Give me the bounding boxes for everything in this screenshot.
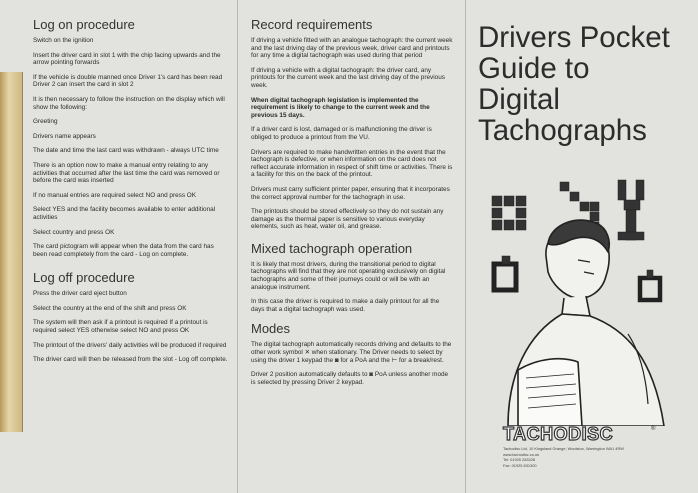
title-line: Drivers Pocket <box>478 21 670 54</box>
heading-mixed-operation: Mixed tachograph operation <box>251 240 413 256</box>
logoff-step: Press the driver card eject button <box>33 290 127 298</box>
logoff-step: The printout of the drivers' daily activities will be produced if required <box>33 341 227 349</box>
logon-step: Select country and press OK <box>33 228 115 236</box>
column-procedures <box>33 0 229 371</box>
logon-step: The card pictogram will appear when the data from the card has been read completely from the card - Log on complete. <box>33 243 214 258</box>
driver-illustration <box>478 174 688 426</box>
column-requirements <box>251 0 454 393</box>
address-line: Tachodisc Ltd, 10 Kingsland Grange, Woolston, Warrington WA1 4RW <box>503 446 624 451</box>
heading-log-on: Log on procedure <box>33 17 135 32</box>
column-cover <box>478 0 688 146</box>
paragraph: If driving a vehicle fitted with an analogue tachograph: the current week and the last driving day of the previous week, driver card and printouts for any time a digital tachograph was used during that period <box>251 37 453 60</box>
paragraph: Driver 2 position automatically defaults to ◙ PoA unless another mode is selected by pressing Driver 2 keypad. <box>251 371 449 386</box>
logon-step: It is then necessary to follow the instruction on the display which will show the following: <box>33 95 225 111</box>
tacho-poa-icon <box>494 256 516 290</box>
logon-step: Select YES and the facility becomes available to enter additional activities <box>33 206 216 221</box>
telephone: Tel: 01925 283328 <box>503 457 536 463</box>
paragraph: Drivers are required to make handwritten entries in the event that the tachograph is defective, or when information on the card does not reflect accurate information in respect of shift time or activities. There is a facility for this on the back of the printout. <box>251 148 453 179</box>
logoff-step: The system will then ask if a printout is required If a printout is required select YES otherwise select NO and press OK <box>33 319 208 335</box>
fold-line-left <box>237 0 238 493</box>
tacho-card-icon <box>492 196 526 230</box>
fold-line-right <box>465 0 466 493</box>
logon-step: Switch on the ignition <box>33 37 94 44</box>
paragraph: The printouts should be stored effectively so they do not sustain any damage as the thermal paper is sensitive to various everyday elements, such as heat, water oil, and grease. <box>251 208 444 231</box>
paragraph: It is likely that most drivers, during the transitional period to digital tachographs will find that they are not operating exclusively on digital tachographs and some of their journeys could or will be with an analogue instrument. <box>251 260 446 291</box>
logon-step: Greeting <box>33 118 58 126</box>
heading-log-off: Log off procedure <box>33 270 135 286</box>
paragraph: The digital tachograph automatically records driving and defaults to the other work symbol ✕ when stationary. The Driver needs to select by using the driver 1 keypad the ◙ for a PoA and the ⊢ for a break/rest. <box>251 341 452 364</box>
paragraph: If a driver card is lost, damaged or is malfunctioning the driver is obliged to produce a printout from the VU. <box>251 126 432 141</box>
brand-logo: TACHODISC <box>503 424 614 444</box>
logon-step: If no manual entries are required select NO and press OK <box>33 191 197 199</box>
company-address <box>503 446 693 468</box>
booklet-spine <box>0 72 23 432</box>
paragraph: If driving a vehicle with a digital tachograph: the driver card, any printouts for the current week and the last driving day of the previous week. <box>251 66 445 89</box>
title-line: Digital <box>478 83 560 116</box>
heading-record-requirements: Record requirements <box>251 17 373 32</box>
driver-figure <box>508 220 664 426</box>
paragraph: In this case the driver is required to make a daily printout for all the days that a digital tachograph was used. <box>251 298 440 313</box>
logon-step: There is an option now to make a manual entry relating to any activities that occurred after the last time the card was removed or before the card was inserted <box>33 161 220 185</box>
title-line: Guide to <box>478 52 590 85</box>
registered-mark: ® <box>651 426 656 432</box>
logon-step: Insert the driver card in slot 1 with the chip facing upwards and the arrow pointing forwards <box>33 51 221 67</box>
heading-modes: Modes <box>251 321 291 337</box>
tacho-work-icon <box>618 180 644 240</box>
fax: Fax: 01925 831300 <box>503 462 537 468</box>
logon-step: Drivers name appears <box>33 132 96 140</box>
title-line: Tachographs <box>478 114 647 147</box>
legislation-note: When digital tachograph legislation is implemented the requirement is likely to change to the current week and the previous 15 days. <box>251 96 430 119</box>
tacho-phone-icon <box>640 270 660 300</box>
logon-step: If the vehicle is double manned once Driver 1's card has been read Driver 2 can insert the card in slot 2 <box>33 73 223 89</box>
logon-step: The date and time the last card was withdrawn - always UTC time <box>33 147 219 155</box>
website: www.tachodisc.co.uk <box>503 451 540 457</box>
logoff-step: The driver card will then be released from the slot - Log off complete. <box>33 356 228 364</box>
cover-title <box>478 22 688 146</box>
paragraph: Drivers must carry sufficient printer paper, ensuring that it incorporates the correct approval number for the tachograph in use. <box>251 185 450 201</box>
logoff-step: Select the country at the end of the shift and press OK <box>33 304 187 312</box>
